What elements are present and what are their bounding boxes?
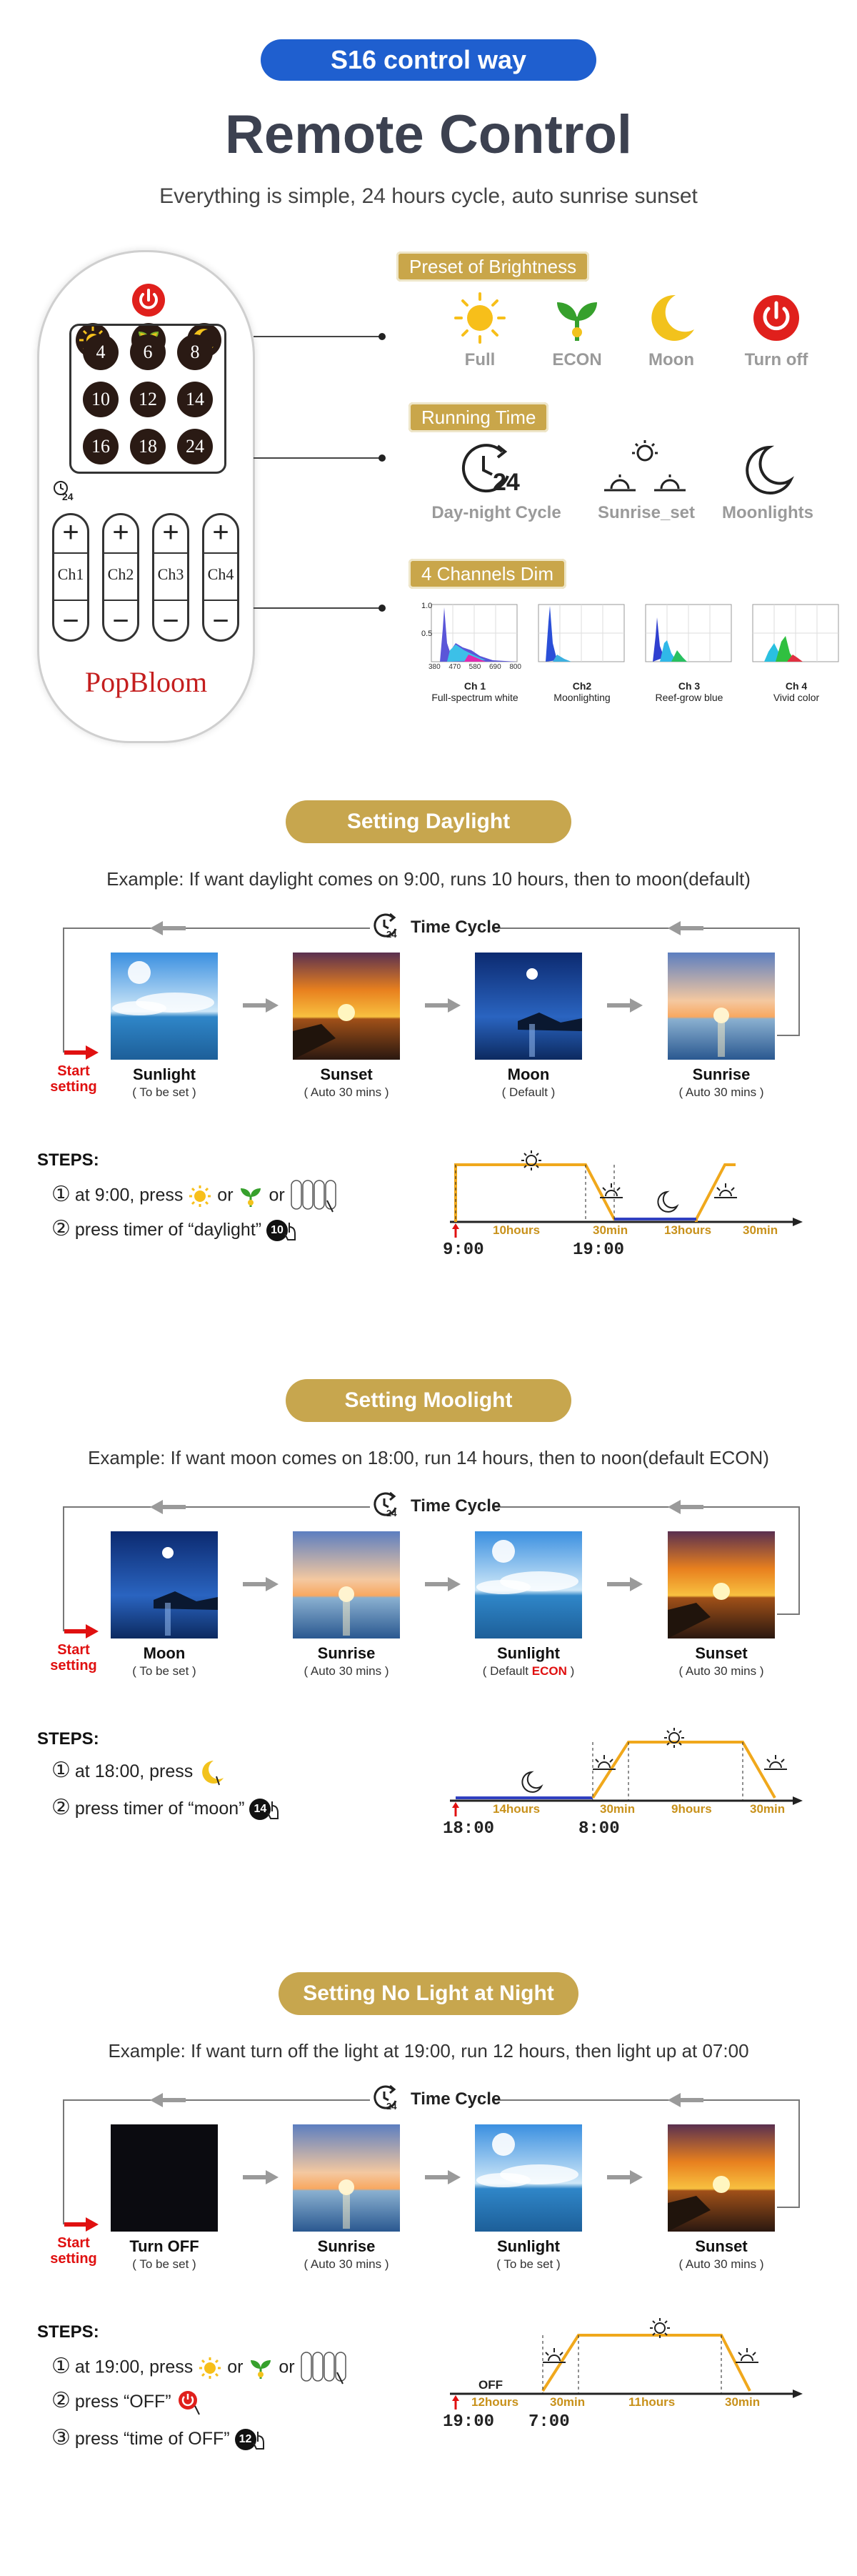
ch4-spec-name: Ch 4 bbox=[785, 680, 808, 692]
tap-hand-icon bbox=[288, 1220, 299, 1240]
divider bbox=[104, 600, 137, 601]
arrow-right-icon bbox=[243, 2170, 279, 2184]
scene-subtitle: ( Auto 30 mins ) bbox=[304, 2257, 389, 2271]
cycle-frame-top bbox=[493, 1506, 800, 1508]
scene-photo-sunrise bbox=[668, 953, 775, 1060]
preset-brightness-tag: Preset of Brightness bbox=[396, 252, 589, 282]
divider bbox=[154, 552, 187, 554]
step-row bbox=[51, 1758, 226, 1786]
step-or-1: or bbox=[217, 1185, 234, 1205]
sunrise-sunset-icon bbox=[598, 437, 691, 502]
ch4-minus-button[interactable]: − bbox=[212, 605, 229, 637]
step-number: ① bbox=[51, 2354, 71, 2378]
scene-title: Sunset bbox=[695, 1644, 748, 1662]
scene-title: Sunset bbox=[320, 1065, 373, 1083]
tap-hand-icon bbox=[256, 2429, 268, 2449]
spectrum-tick: 690 bbox=[488, 663, 501, 671]
channel-buttons-icon bbox=[290, 1185, 340, 1205]
spectrum-chart-ch2 bbox=[528, 600, 628, 672]
running-daynight-label: Day-night Cycle bbox=[431, 503, 561, 522]
running-sunrise-label: Sunrise_set bbox=[597, 503, 696, 522]
timeline-end-time: 19:00 bbox=[573, 1240, 625, 1260]
timer-4-button[interactable]: 4 bbox=[83, 334, 119, 370]
step-text: at 9:00, press bbox=[74, 1185, 184, 1205]
preset-econ-label: ECON bbox=[552, 350, 602, 369]
time-cycle-title: Time Cycle bbox=[411, 917, 501, 937]
step-or-2: or bbox=[279, 2357, 295, 2377]
timer-badge: 10 bbox=[266, 1220, 288, 1241]
tap-hand-icon bbox=[271, 1799, 282, 1819]
steps-heading: STEPS: bbox=[37, 1729, 99, 1749]
divider bbox=[204, 552, 237, 554]
connector-dot bbox=[379, 454, 386, 462]
step-number: ③ bbox=[51, 2426, 71, 2450]
spectrum-charts bbox=[421, 600, 857, 722]
timer-clock-label: 24 bbox=[62, 491, 74, 502]
arrow-right-icon bbox=[425, 1577, 461, 1591]
cycle-frame-right-foot bbox=[777, 2207, 800, 2208]
connector-dot bbox=[379, 333, 386, 340]
power-icon bbox=[131, 282, 166, 318]
timeline-duration-label: 30min bbox=[593, 1223, 628, 1237]
scene-title: Sunset bbox=[695, 2237, 748, 2255]
cycle-frame-right-foot bbox=[777, 1613, 800, 1615]
ch2-plus-button[interactable]: + bbox=[112, 517, 129, 548]
scene-photo-sunlight bbox=[111, 953, 218, 1060]
steps-heading: STEPS: bbox=[37, 2322, 99, 2342]
step-or-2: or bbox=[269, 1185, 285, 1205]
schedule-timeline bbox=[450, 1722, 821, 1844]
start-line-2: setting bbox=[50, 2251, 97, 2267]
timeline-end-time: 7:00 bbox=[528, 2412, 570, 2432]
arrow-left-icon bbox=[668, 921, 703, 935]
scene-title: Sunlight bbox=[497, 2237, 560, 2255]
running-moonlights-label: Moonlights bbox=[722, 503, 813, 522]
arrow-left-icon bbox=[668, 1500, 703, 1514]
ch2-spec-name: Ch2 bbox=[572, 680, 592, 692]
start-line-1: Start bbox=[57, 1642, 90, 1658]
scene-subtitle-highlight: ECON bbox=[531, 1664, 567, 1678]
ch1-spec-name: Ch 1 bbox=[463, 680, 486, 692]
step-number: ① bbox=[51, 1759, 71, 1782]
time-cycle-icon-number: 24 bbox=[386, 929, 397, 940]
time-cycle-icon-number: 24 bbox=[386, 1508, 397, 1518]
scene-subtitle: ( Auto 30 mins ) bbox=[678, 2257, 764, 2271]
spectrum-chart-ch3 bbox=[636, 600, 736, 672]
spectrum-axis-x bbox=[428, 663, 521, 671]
spectrum-axis-mid: 0.5 bbox=[421, 630, 433, 638]
divider bbox=[54, 552, 87, 554]
econ-sprout-icon bbox=[548, 289, 606, 347]
time-cycle-title: Time Cycle bbox=[411, 2089, 501, 2109]
time-cycle-title: Time Cycle bbox=[411, 1496, 501, 1516]
scene-subtitle: ( To be set ) bbox=[132, 2257, 196, 2271]
ch1-plus-button[interactable]: + bbox=[62, 517, 79, 548]
step-text: at 19:00, press bbox=[74, 2357, 194, 2377]
scene-photo-sunset bbox=[668, 1531, 775, 1638]
page-subtitle: Everything is simple, 24 hours cycle, auto sunrise sunset bbox=[159, 184, 698, 208]
scene-title: Moon bbox=[507, 1065, 550, 1083]
step-row bbox=[51, 2388, 205, 2416]
timer-16-button[interactable]: 16 bbox=[83, 429, 119, 464]
divider bbox=[204, 600, 237, 601]
cycle-frame-top bbox=[63, 2099, 370, 2101]
timeline-duration-label: 30min bbox=[600, 1802, 636, 1816]
timer-8-button[interactable]: 8 bbox=[177, 334, 213, 370]
schedule-timeline bbox=[450, 2315, 821, 2437]
scene-photo-moon bbox=[475, 953, 582, 1060]
steps-heading: STEPS: bbox=[37, 1150, 99, 1170]
ch4-plus-button[interactable]: + bbox=[212, 517, 229, 548]
preset-moon-label: Moon bbox=[648, 350, 694, 369]
timeline-duration-label: 13hours bbox=[664, 1223, 712, 1237]
cycle-frame-right bbox=[798, 1506, 800, 1613]
arrow-right-icon bbox=[607, 2170, 643, 2184]
channel-4-control[interactable] bbox=[202, 513, 239, 642]
arrow-right-icon bbox=[243, 998, 279, 1013]
start-line-2: setting bbox=[50, 1658, 97, 1674]
divider bbox=[154, 600, 187, 601]
step-text: at 18:00, press bbox=[74, 1761, 194, 1781]
scene-photo-sunlight bbox=[475, 2124, 582, 2232]
preset-turnoff-label: Turn off bbox=[744, 350, 808, 369]
scene-subtitle: ( Auto 30 mins ) bbox=[678, 1664, 764, 1678]
timer-12-button[interactable]: 12 bbox=[130, 382, 166, 417]
scene-subtitle bbox=[450, 1664, 607, 1679]
preset-full-label: Full bbox=[464, 350, 496, 369]
step-text: press “time of OFF” bbox=[74, 2429, 230, 2449]
scene-photo-sunset bbox=[293, 953, 400, 1060]
timeline-duration-label: 30min bbox=[550, 2395, 586, 2409]
scene-photo-moon bbox=[111, 1531, 218, 1638]
timer-18-button[interactable]: 18 bbox=[130, 429, 166, 464]
scene-title: Turn OFF bbox=[129, 2237, 199, 2255]
scene-subtitle: ( Auto 30 mins ) bbox=[304, 1664, 389, 1678]
spectrum-tick: 800 bbox=[509, 663, 521, 671]
spectrum-chart-ch4 bbox=[743, 600, 843, 672]
step-row bbox=[51, 1179, 340, 1213]
step-number: ① bbox=[51, 1182, 71, 1206]
scene-photo-sunset bbox=[668, 2124, 775, 2232]
ch3-label: Ch3 bbox=[157, 565, 184, 583]
step-row bbox=[51, 1795, 282, 1820]
timeline-off-label: OFF bbox=[478, 2378, 503, 2392]
running-time-tag: Running Time bbox=[409, 402, 548, 432]
ch4-label: Ch4 bbox=[207, 565, 234, 583]
timer-badge: 12 bbox=[235, 2429, 256, 2450]
turn-off-power-icon bbox=[751, 293, 801, 343]
scene-photo-sunrise bbox=[293, 1531, 400, 1638]
remote-control bbox=[37, 250, 255, 743]
section-example: Example: If want daylight comes on 9:00, runs 10 hours, then to moon(default) bbox=[106, 868, 751, 890]
arrow-left-icon bbox=[668, 2093, 703, 2107]
step-text: press “OFF” bbox=[74, 2392, 171, 2412]
scene-subtitle-pre: ( Default bbox=[482, 1664, 532, 1678]
timer-14-button[interactable]: 14 bbox=[177, 382, 213, 417]
spectrum-chart-ch1 bbox=[421, 600, 521, 672]
timer-badge: 14 bbox=[249, 1799, 271, 1820]
timer-10-button[interactable]: 10 bbox=[83, 382, 119, 417]
scene-title: Sunrise bbox=[317, 2237, 376, 2255]
econ-button-icon bbox=[248, 2357, 274, 2377]
start-arrow-icon bbox=[64, 2217, 99, 2232]
off-button-icon bbox=[176, 2392, 205, 2412]
timeline-duration-label: 10hours bbox=[493, 1223, 541, 1237]
channels-dim-tag: 4 Channels Dim bbox=[409, 559, 566, 589]
moonlights-icon bbox=[739, 442, 796, 499]
timeline-duration-label: 30min bbox=[750, 1802, 786, 1816]
section-example: Example: If want moon comes on 18:00, run 14 hours, then to noon(default ECON) bbox=[88, 1447, 769, 1468]
divider bbox=[104, 552, 137, 554]
ch3-plus-button[interactable]: + bbox=[162, 517, 179, 548]
timeline-start-time: 9:00 bbox=[443, 1240, 484, 1260]
arrow-left-icon bbox=[150, 921, 186, 935]
cycle-frame-left bbox=[63, 928, 64, 1053]
ch2-label: Ch2 bbox=[107, 565, 134, 583]
moon-button-icon bbox=[198, 1761, 226, 1781]
arrow-left-icon bbox=[150, 1500, 186, 1514]
step-text: press timer of “moon” bbox=[74, 1799, 245, 1819]
arrow-right-icon bbox=[243, 1577, 279, 1591]
scene-subtitle: ( To be set ) bbox=[496, 2257, 561, 2271]
timer-6-button[interactable]: 6 bbox=[130, 334, 166, 370]
ch3-spec-desc: Reef-grow blue bbox=[655, 692, 723, 703]
time-cycle-icon-number: 24 bbox=[386, 2101, 397, 2112]
page-title: Remote Control bbox=[225, 104, 632, 165]
step-row bbox=[51, 2351, 350, 2385]
ch2-spec-desc: Moonlighting bbox=[553, 692, 611, 703]
step-row bbox=[51, 1216, 299, 1241]
brand-logo-text: PopBloom bbox=[84, 666, 208, 698]
scene-subtitle: ( To be set ) bbox=[132, 1085, 196, 1099]
cycle-frame-top bbox=[63, 1506, 370, 1508]
scene-title: Sunrise bbox=[692, 1065, 751, 1083]
step-number: ② bbox=[51, 1217, 71, 1240]
schedule-timeline bbox=[450, 1143, 821, 1265]
section-title-pill: Setting Daylight bbox=[286, 800, 571, 843]
scene-title: Sunlight bbox=[497, 1644, 560, 1662]
cycle-frame-left bbox=[63, 1506, 64, 1631]
cycle-frame-top bbox=[63, 928, 370, 929]
scene-photo-sunrise bbox=[293, 2124, 400, 2232]
spectrum-tick: 380 bbox=[428, 663, 441, 671]
section-title-pill: Setting Moolight bbox=[286, 1379, 571, 1422]
timeline-start-time: 19:00 bbox=[443, 2412, 495, 2432]
ch2-minus-button[interactable]: − bbox=[112, 605, 129, 637]
timeline-duration-label: 14hours bbox=[493, 1802, 541, 1816]
channel-buttons-icon bbox=[300, 2357, 350, 2377]
cycle-frame-top bbox=[493, 2099, 800, 2101]
day-night-cycle-number: 24 bbox=[493, 469, 520, 496]
ch1-label: Ch1 bbox=[57, 565, 84, 583]
moon-crescent-icon bbox=[643, 289, 700, 347]
connector-line bbox=[254, 607, 382, 609]
start-line-1: Start bbox=[57, 2235, 90, 2251]
ch3-minus-button[interactable]: − bbox=[162, 605, 179, 637]
timeline-start-time: 18:00 bbox=[443, 1819, 495, 1839]
start-arrow-icon bbox=[64, 1624, 99, 1638]
scene-title: Moon bbox=[143, 1644, 186, 1662]
ch3-spec-name: Ch 3 bbox=[678, 680, 701, 692]
ch1-spec-desc: Full-spectrum white bbox=[431, 692, 518, 703]
channel-1-control[interactable] bbox=[52, 513, 89, 642]
start-line-2: setting bbox=[50, 1079, 97, 1095]
arrow-right-icon bbox=[425, 998, 461, 1013]
timeline-duration-label: 30min bbox=[725, 2395, 761, 2409]
scene-subtitle: ( Default ) bbox=[501, 1085, 556, 1099]
econ-button-icon bbox=[238, 1185, 264, 1205]
step-row bbox=[51, 2425, 268, 2450]
ch4-spec-desc: Vivid color bbox=[773, 692, 820, 703]
full-sun-icon bbox=[451, 289, 508, 347]
timer-button-group bbox=[69, 324, 226, 474]
timer-24-button[interactable]: 24 bbox=[177, 429, 213, 464]
scene-subtitle-post: ) bbox=[566, 1664, 575, 1678]
timeline-end-time: 8:00 bbox=[578, 1819, 620, 1839]
timeline-duration-label: 12hours bbox=[471, 2395, 519, 2409]
section-title-pill: Setting No Light at Night bbox=[279, 1972, 578, 2015]
cycle-frame-right bbox=[798, 928, 800, 1035]
connector-dot bbox=[379, 605, 386, 612]
start-line-1: Start bbox=[57, 1063, 90, 1079]
timeline-duration-label: 11hours bbox=[628, 2395, 676, 2409]
spectrum-axis-top: 1.0 bbox=[421, 602, 433, 610]
step-number: ② bbox=[51, 1796, 71, 1819]
step-number: ② bbox=[51, 2389, 71, 2412]
scene-title: Sunrise bbox=[317, 1644, 376, 1662]
ch1-minus-button[interactable]: − bbox=[62, 605, 79, 637]
step-or-1: or bbox=[227, 2357, 244, 2377]
spectrum-tick: 580 bbox=[468, 663, 481, 671]
arrow-right-icon bbox=[607, 998, 643, 1013]
scene-subtitle: ( To be set ) bbox=[132, 1664, 196, 1678]
channel-3-control[interactable] bbox=[152, 513, 189, 642]
scene-title: Sunlight bbox=[133, 1065, 196, 1083]
scene-photo-sunlight bbox=[475, 1531, 582, 1638]
scene-subtitle: ( Auto 30 mins ) bbox=[304, 1085, 389, 1099]
sun-button-icon bbox=[188, 1185, 212, 1205]
scene-subtitle: ( Auto 30 mins ) bbox=[678, 1085, 764, 1099]
divider bbox=[54, 600, 87, 601]
header-badge: S16 control way bbox=[261, 39, 596, 81]
arrow-right-icon bbox=[425, 2170, 461, 2184]
cycle-frame-right-foot bbox=[777, 1035, 800, 1036]
scene-photo-off bbox=[111, 2124, 218, 2232]
channel-2-control[interactable] bbox=[102, 513, 139, 642]
spectrum-tick: 470 bbox=[448, 663, 461, 671]
cycle-frame-left bbox=[63, 2099, 64, 2224]
sun-button-icon bbox=[198, 2357, 222, 2377]
cycle-frame-right bbox=[798, 2099, 800, 2207]
timeline-duration-label: 30min bbox=[743, 1223, 778, 1237]
connector-line bbox=[254, 336, 382, 337]
cycle-frame-top bbox=[493, 928, 800, 929]
connector-line bbox=[254, 457, 382, 459]
section-example: Example: If want turn off the light at 19:00, run 12 hours, then light up at 07:00 bbox=[108, 2040, 749, 2062]
timeline-duration-label: 9hours bbox=[671, 1802, 712, 1816]
arrow-left-icon bbox=[150, 2093, 186, 2107]
start-arrow-icon bbox=[64, 1045, 99, 1060]
step-text: press timer of “daylight” bbox=[74, 1220, 262, 1240]
arrow-right-icon bbox=[607, 1577, 643, 1591]
